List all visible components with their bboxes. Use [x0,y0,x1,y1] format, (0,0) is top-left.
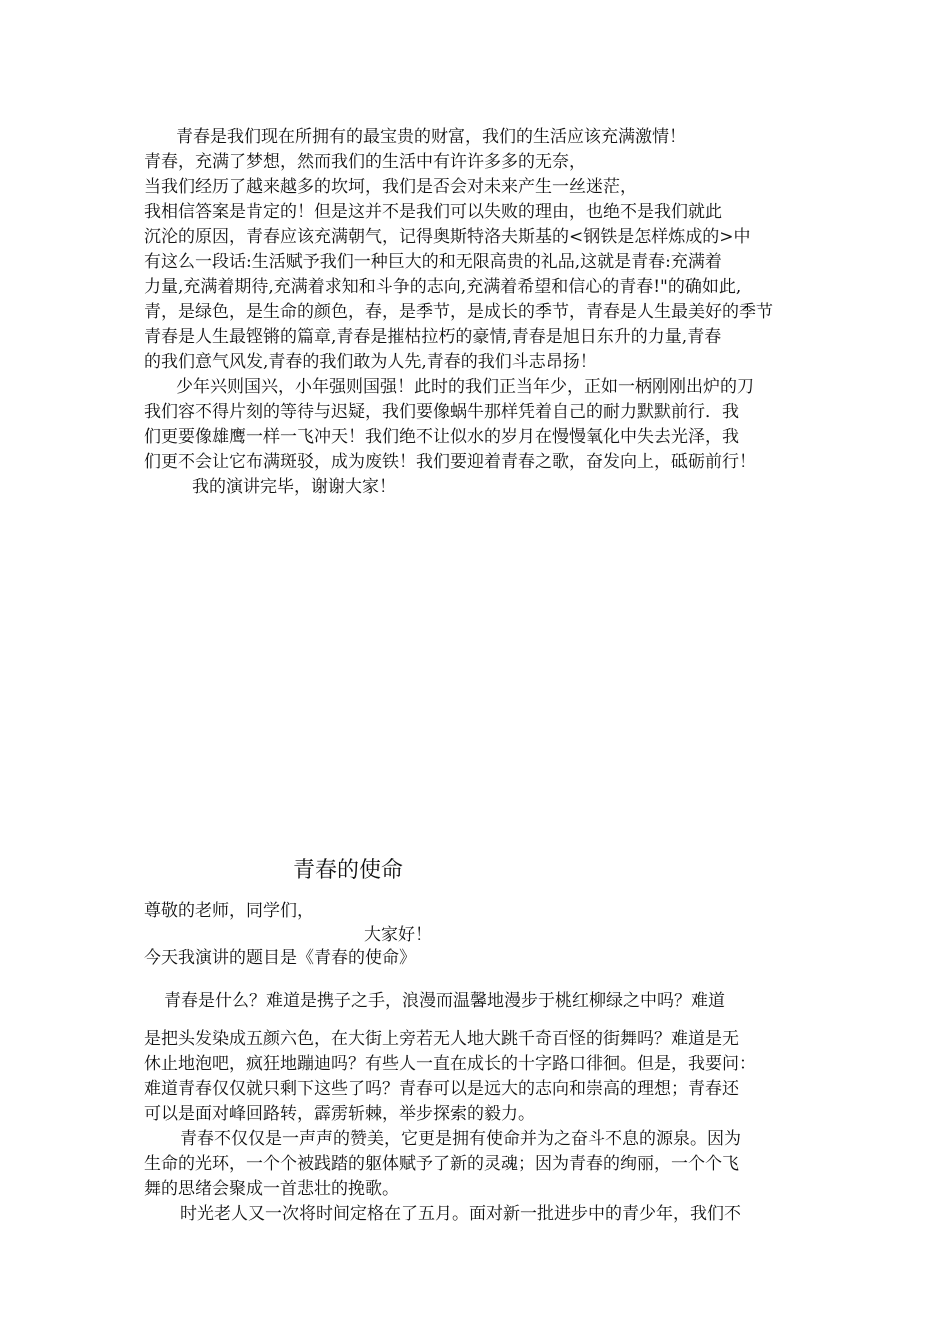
paragraph-line: 舞的思绪会聚成一首悲壮的挽歌。 [144,1179,399,1199]
paragraph-line: 青春是什么？难道是携子之手，浪漫而温馨地漫步于桃红柳绿之中吗？难道 [164,991,725,1011]
paragraph-line: 青，是绿色，是生命的颜色，春，是季节，是成长的季节，青春是人生最美好的季节 [144,302,773,322]
paragraph-line: 青春是人生最铿锵的篇章,青春是摧枯拉朽的豪情,青春是旭日东升的力量,青春 [144,327,722,347]
paragraph-line: 休止地泡吧，疯狂地蹦迪吗？有些人一直在成长的十字路口徘徊。但是，我要问： [144,1054,756,1074]
paragraph-line: 有这么一段话:生活赋予我们一种巨大的和无限高贵的礼品,这就是青春:充满着 [144,252,722,272]
paragraph-line: 青春是我们现在所拥有的最宝贵的财富，我们的生活应该充满激情！ [176,127,686,147]
paragraph-line: 们更不会让它布满斑驳，成为废铁！我们要迎着青春之歌，奋发向上，砥砺前行！ [144,452,756,472]
paragraph-line: 我们容不得片刻的等待与迟疑，我们要像蜗牛那样凭着自己的耐力默默前行．我 [144,402,739,422]
paragraph-line: 力量,充满着期待,充满着求知和斗争的志向,充满着希望和信心的青春!"的确如此, [144,277,742,297]
paragraph-line: 时光老人又一次将时间定格在了五月。面对新一批进步中的青少年，我们不 [180,1204,741,1224]
paragraph-line: 青春不仅仅是一声声的赞美，它更是拥有使命并为之奋斗不息的源泉。因为 [180,1129,741,1149]
paragraph-line: 是把头发染成五颜六色，在大街上旁若无人地大跳千奇百怪的街舞吗？难道是无 [144,1029,739,1049]
topic-line: 今天我演讲的题目是《青春的使命》 [144,948,416,968]
paragraph-line: 当我们经历了越来越多的坎坷，我们是否会对未来产生一丝迷茫， [144,177,637,197]
hello-line: 大家好！ [364,925,432,945]
paragraph-line: 沉沦的原因，青春应该充满朝气，记得奥斯特洛夫斯基的<钢铁是怎样炼成的>中 [144,227,751,247]
paragraph-line: 可以是面对峰回路转，霹雳斩棘，举步探索的毅力。 [144,1104,535,1124]
paragraph-line: 的我们意气风发,青春的我们敢为人先,青春的我们斗志昂扬！ [144,352,597,372]
paragraph-line: 们更要像雄鹰一样一飞冲天！我们绝不让似水的岁月在慢慢氧化中失去光泽，我 [144,427,739,447]
closing-line: 我的演讲完毕，谢谢大家！ [192,477,396,497]
paragraph-line: 难道青春仅仅就只剩下这些了吗？青春可以是远大的志向和崇高的理想；青春还 [144,1079,739,1099]
greeting: 尊敬的老师，同学们， [144,901,314,921]
paragraph-line: 生命的光环，一个个被践踏的躯体赋予了新的灵魂；因为青春的绚丽，一个个飞 [144,1154,739,1174]
speech-title: 青春的使命 [293,858,404,883]
paragraph-line: 少年兴则国兴，小年强则国强！此时的我们正当年少，正如一柄刚刚出炉的刀 [176,377,754,397]
paragraph-line: 青春，充满了梦想，然而我们的生活中有许许多多的无奈， [144,152,586,172]
paragraph-line: 我相信答案是肯定的！但是这并不是我们可以失败的理由，也绝不是我们就此 [144,202,722,222]
